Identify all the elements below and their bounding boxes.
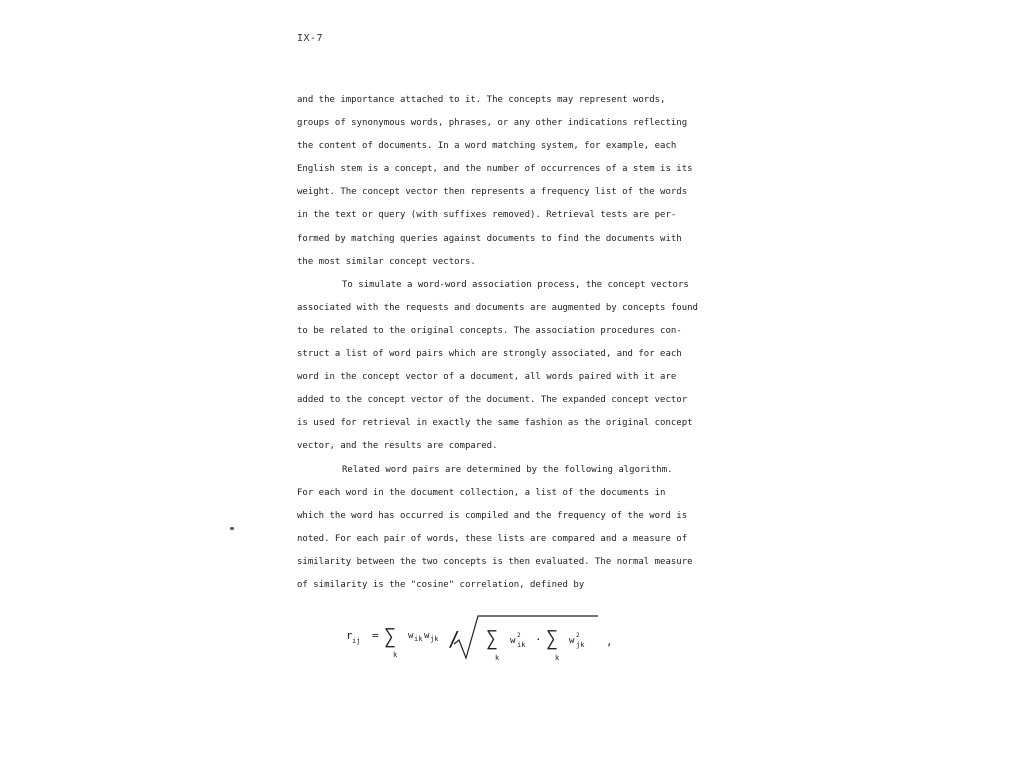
- text-line: weight. The concept vector then represents a frequency list of the words: [297, 187, 688, 198]
- eq-num-w2-sub: jk: [430, 635, 439, 643]
- paragraph: [297, 277, 709, 462]
- eq-dot: ·: [535, 633, 542, 646]
- eq-sum-1: ∑: [384, 624, 397, 648]
- text-line: Related word pairs are determined by the following algorithm.: [342, 464, 673, 475]
- text-line: English stem is a concept, and the number of occurrences of a stem is its: [297, 164, 693, 175]
- text-line: and the importance attached to it. The concepts may represent words,: [297, 95, 666, 105]
- text-line: word in the concept vector of a document, all words paired with it are: [297, 372, 677, 383]
- eq-num-w2: w: [424, 631, 430, 641]
- text-line: groups of synonymous words, phrases, or any other indications reflecting: [297, 118, 688, 129]
- eq-sum-3-index: k: [555, 654, 560, 662]
- eq-trailing-comma: ,: [606, 635, 613, 648]
- text-line: of similarity is the "cosine" correlation, defined by: [297, 579, 585, 590]
- eq-lhs-sub: ij: [352, 637, 361, 645]
- eq-sum-2-index: k: [495, 654, 500, 662]
- text-line: to be related to the original concepts. The association procedures con-: [297, 325, 682, 336]
- eq-num-w1-sub: ik: [414, 635, 423, 643]
- paragraph: [297, 462, 709, 601]
- eq-den-w1: w: [510, 636, 516, 646]
- text-line: the content of documents. In a word matching system, for example, each: [297, 141, 677, 152]
- eq-divide: /: [448, 627, 461, 651]
- eq-den-w2: w: [569, 636, 575, 646]
- text-line: For each word in the document collection, a list of the documents in: [297, 487, 666, 498]
- text-line: vector, and the results are compared.: [297, 441, 498, 452]
- text-line: associated with the requests and documents are augmented by concepts found: [297, 302, 698, 313]
- eq-sum-1-index: k: [393, 651, 398, 659]
- text-line: is used for retrieval in exactly the same fashion as the original concept: [297, 418, 693, 429]
- scan-smudge: [230, 527, 234, 530]
- cosine-equation: [340, 612, 640, 667]
- text-line: in the text or query (with suffixes removed). Retrieval tests are per-: [297, 210, 677, 221]
- eq-equals: =: [372, 629, 379, 642]
- paragraph: [297, 92, 709, 277]
- eq-sum-3: ∑: [546, 626, 559, 650]
- text-line: the most similar concept vectors.: [297, 256, 476, 267]
- eq-den-w1-sup: 2: [517, 632, 521, 639]
- text-line: which the word has occurred is compiled and the frequency of the word is: [297, 510, 688, 521]
- text-line: similarity between the two concepts is then evaluated. The normal measure: [297, 556, 693, 567]
- eq-sum-2: ∑: [486, 626, 499, 650]
- text-line: To simulate a word-word association process, the concept vectors: [342, 279, 689, 290]
- page-body: [297, 92, 709, 600]
- eq-num-w1: w: [408, 631, 414, 641]
- text-line: struct a list of word pairs which are strongly associated, and for each: [297, 349, 682, 360]
- eq-den-w2-sup: 2: [576, 632, 580, 639]
- text-line: added to the concept vector of the document. The expanded concept vector: [297, 395, 688, 406]
- eq-lhs: r: [346, 629, 353, 642]
- eq-den-w1-sub: ik: [517, 641, 526, 649]
- text-line: formed by matching queries against documents to find the documents with: [297, 233, 682, 244]
- page-number: IX-7: [297, 33, 324, 44]
- text-line: noted. For each pair of words, these lists are compared and a measure of: [297, 533, 688, 544]
- eq-den-w2-sub: jk: [576, 641, 585, 649]
